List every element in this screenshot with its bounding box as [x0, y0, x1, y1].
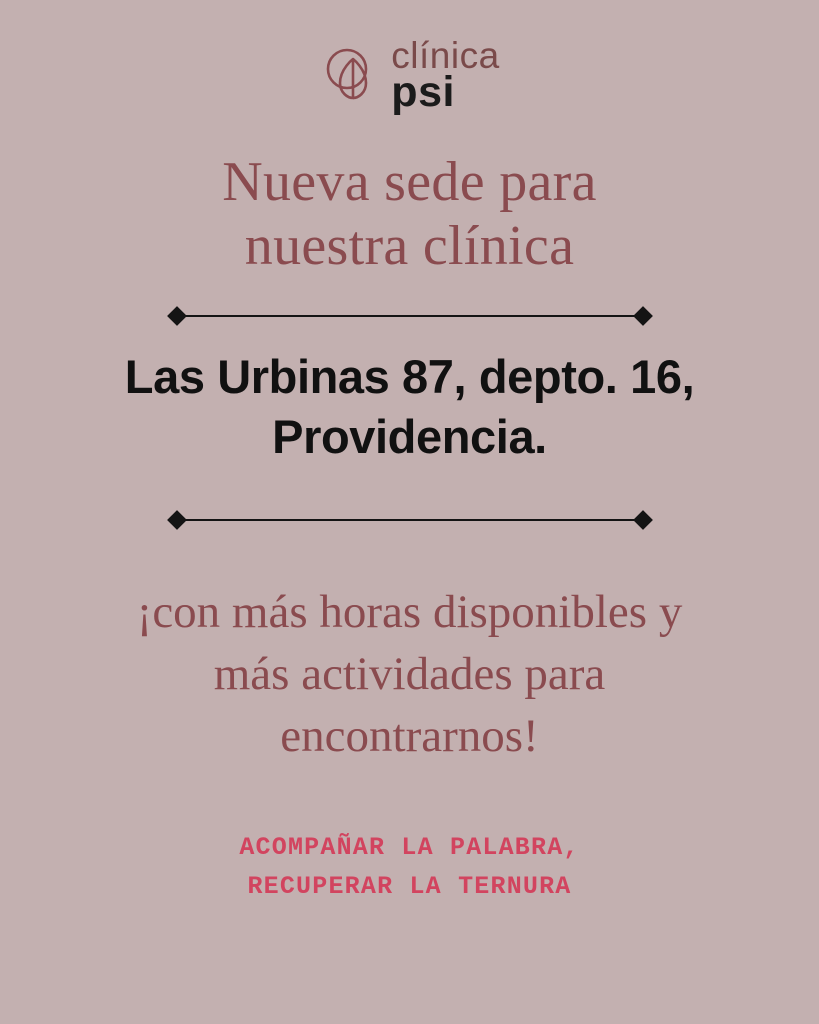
- brand-logo: [319, 35, 500, 117]
- divider-line: [178, 315, 642, 317]
- slogan-block: [239, 829, 579, 907]
- divider-bottom: [170, 509, 650, 531]
- brand-word-psi: psi: [391, 68, 455, 117]
- headline: [90, 150, 730, 279]
- submessage-line-3: encontrarnos!: [280, 710, 539, 763]
- diamond-right-icon: [633, 306, 653, 326]
- submessage-line-2: más actividades para: [213, 648, 606, 701]
- divider-line: [178, 519, 642, 521]
- headline-line-1: Nueva sede para: [222, 151, 597, 213]
- brand-wordmark: [391, 35, 500, 117]
- diamond-right-icon: [633, 510, 653, 530]
- submessage-block: [60, 581, 760, 767]
- slogan-line-1: ACOMPAÑAR LA PALABRA,: [239, 833, 580, 863]
- headline-line-2: nuestra clínica: [244, 215, 575, 278]
- divider-top: [170, 305, 650, 327]
- submessage-line-1: ¡con más horas disponibles y: [136, 586, 683, 639]
- leaf-circle-monogram-icon: [319, 45, 381, 107]
- brand-word-clinica: clínica: [391, 35, 500, 77]
- address-line-1: Las Urbinas 87, depto. 16,: [124, 349, 695, 403]
- slogan-line-2: RECUPERAR LA TERNURA: [247, 871, 572, 901]
- address-line-2: Providencia.: [272, 409, 547, 463]
- address-block: [80, 347, 740, 467]
